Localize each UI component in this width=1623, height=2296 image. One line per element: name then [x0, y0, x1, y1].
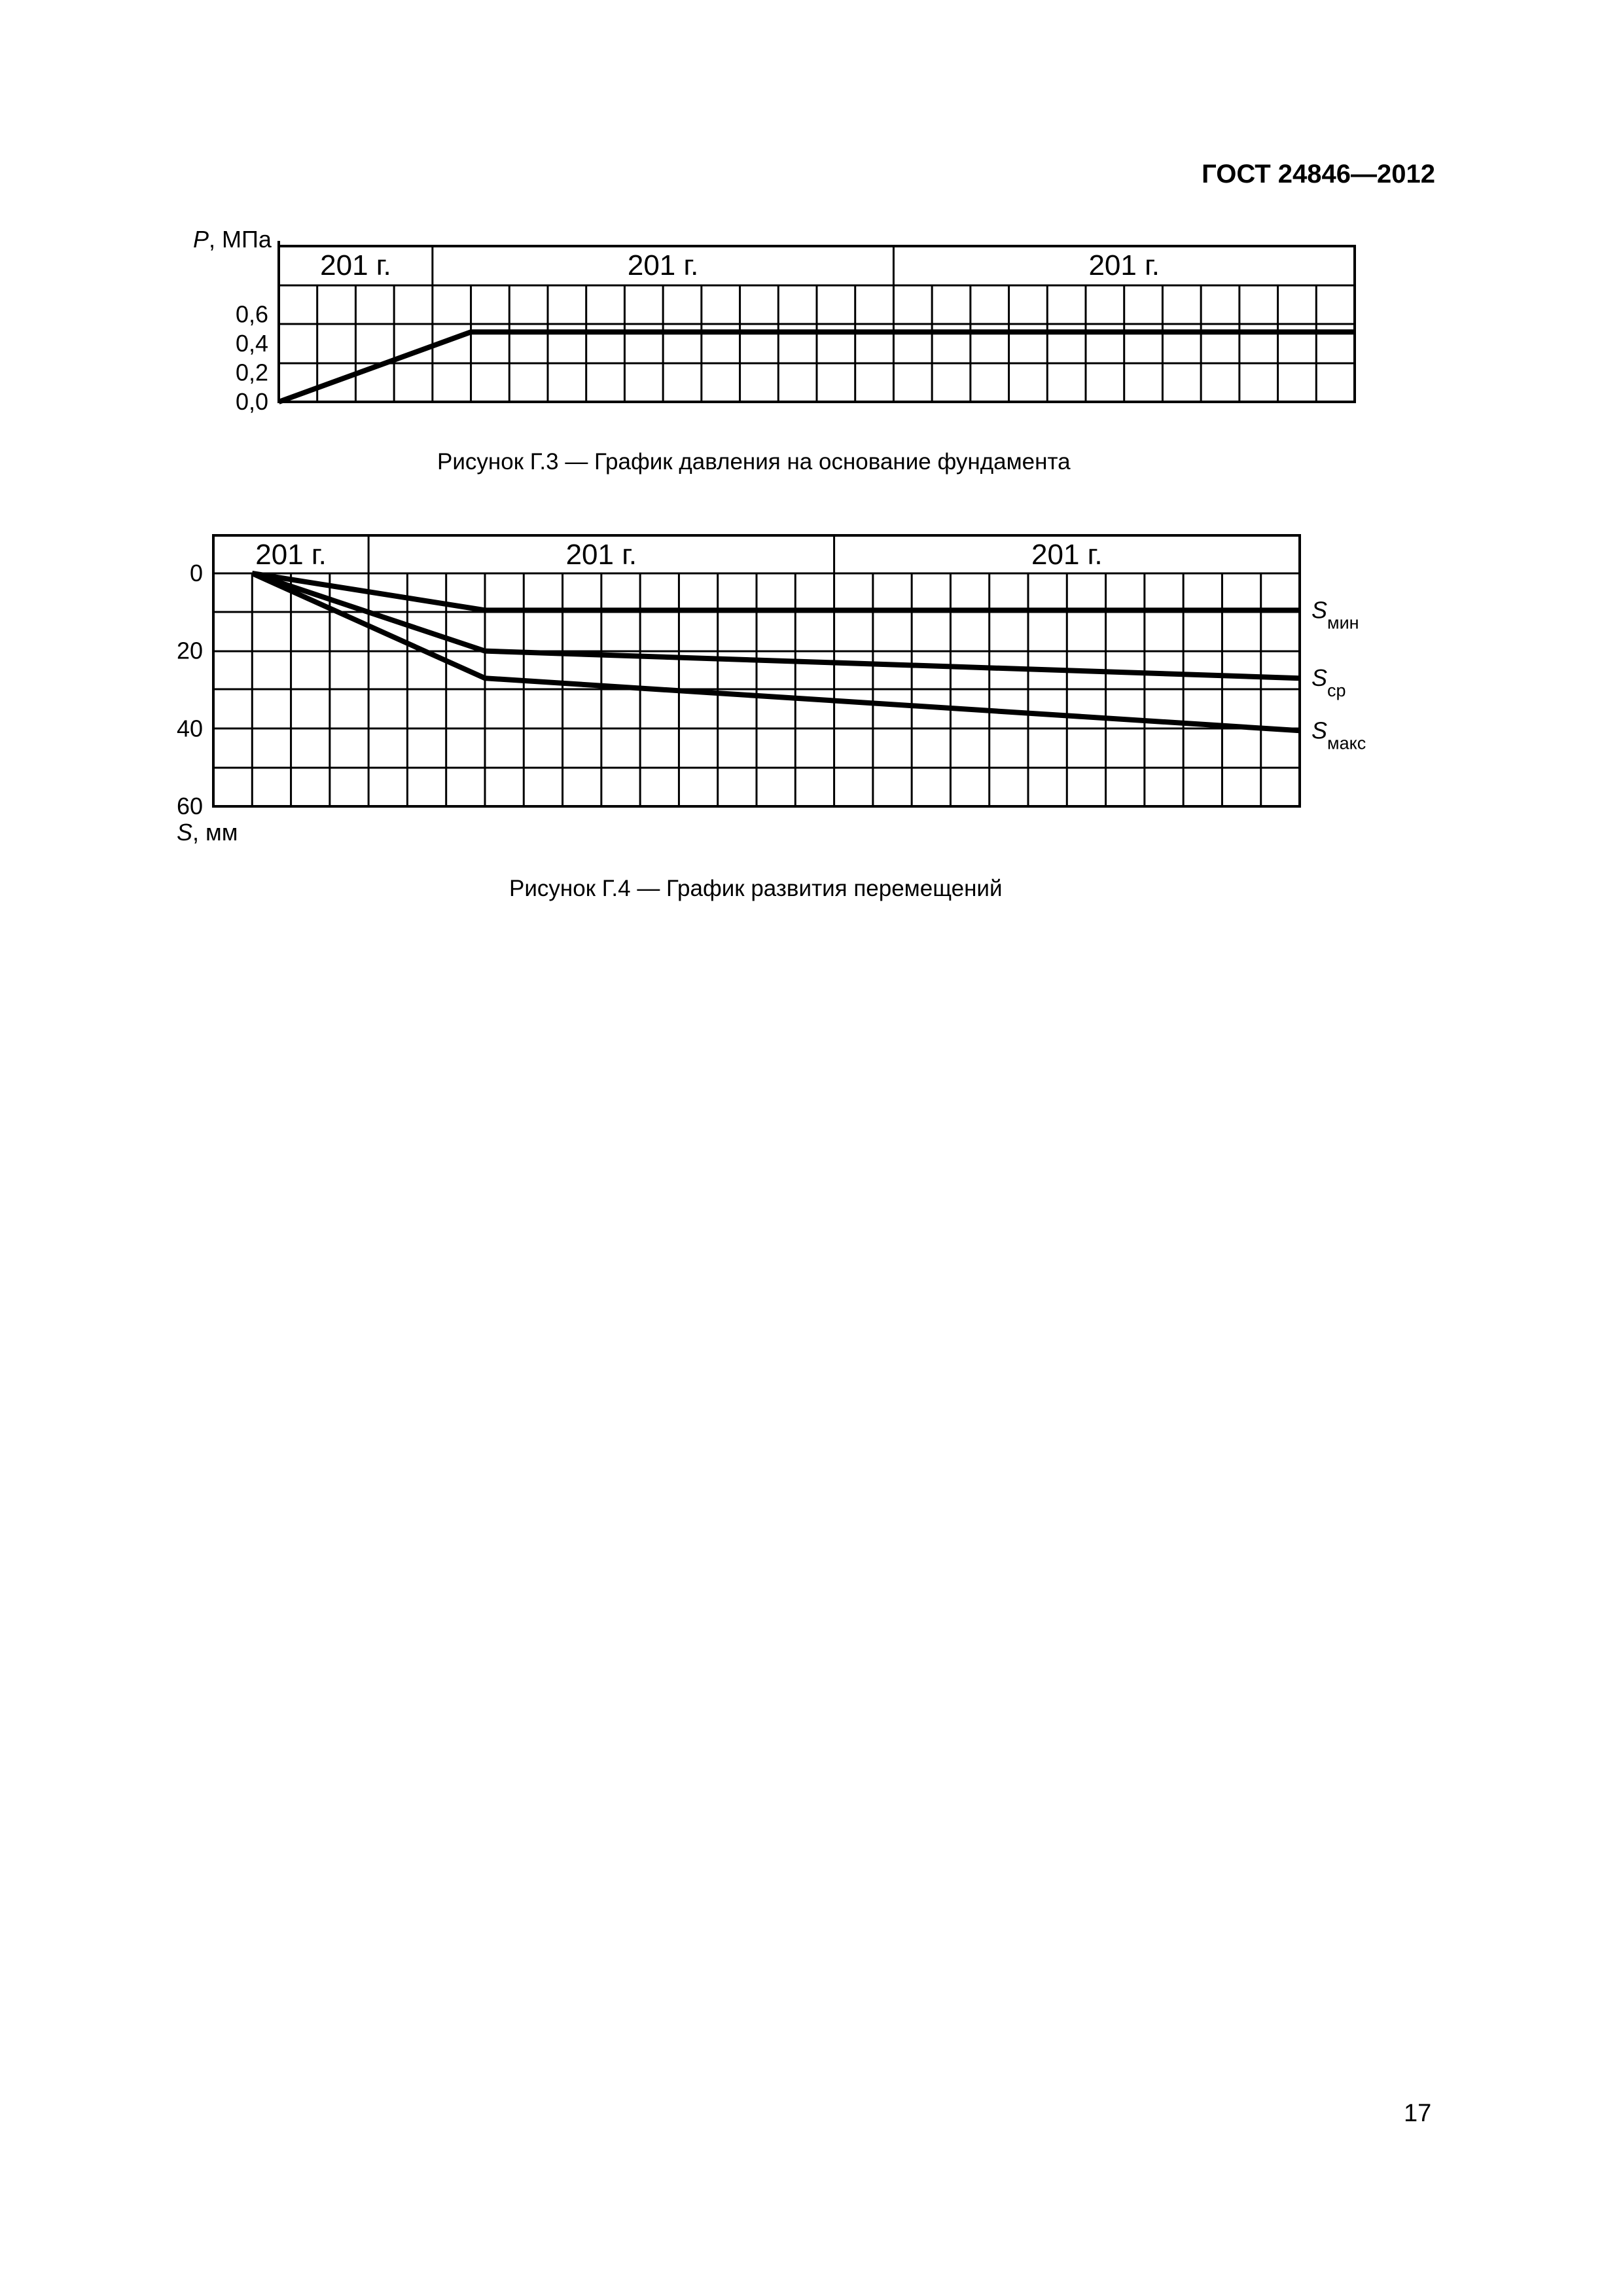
series-line	[252, 573, 1300, 610]
period-label: 201 г.	[565, 539, 637, 571]
series-label	[1311, 664, 1346, 700]
series-label-symbol: S	[1311, 717, 1328, 744]
pressure-chart	[193, 226, 1355, 415]
series-label	[1311, 596, 1359, 632]
series-label-subscript: мин	[1327, 613, 1359, 633]
period-label: 201 г.	[255, 539, 327, 571]
y-tick-label: 40	[176, 715, 203, 742]
series-line	[252, 573, 1300, 678]
y-axis-symbol: S	[177, 819, 193, 846]
y-tick-label: 0	[189, 560, 203, 586]
settlement-chart	[177, 535, 1366, 846]
figure-g3-caption: Рисунок Г.3 — График давления на основание фундамента	[437, 449, 1071, 475]
page-number: 17	[1404, 2100, 1432, 2127]
series-label	[1311, 717, 1366, 753]
series-label-subscript: макс	[1327, 733, 1366, 753]
y-tick-label: 20	[176, 637, 203, 664]
y-tick-label: 60	[176, 793, 203, 819]
y-tick-label: 0,6	[235, 300, 268, 328]
series-label-subscript: ср	[1327, 681, 1346, 701]
y-axis-unit: , МПа	[209, 226, 272, 253]
period-label: 201 г.	[1088, 249, 1160, 281]
y-axis-label	[193, 226, 272, 253]
period-label: 201 г.	[627, 249, 699, 281]
series-label-symbol: S	[1311, 664, 1328, 692]
y-tick-label: 0,2	[235, 359, 268, 386]
y-axis-unit: , мм	[192, 819, 238, 846]
figure-g4-caption: Рисунок Г.4 — График развития перемещений	[509, 876, 1003, 901]
y-tick-label: 0,0	[235, 388, 268, 415]
series-label-symbol: S	[1311, 596, 1328, 624]
document-header: ГОСТ 24846—2012	[1202, 160, 1435, 188]
period-label: 201 г.	[320, 249, 391, 281]
period-label: 201 г.	[1031, 539, 1103, 571]
y-axis-symbol: P	[193, 226, 209, 253]
y-axis-label	[177, 819, 238, 846]
y-tick-label: 0,4	[235, 330, 268, 357]
